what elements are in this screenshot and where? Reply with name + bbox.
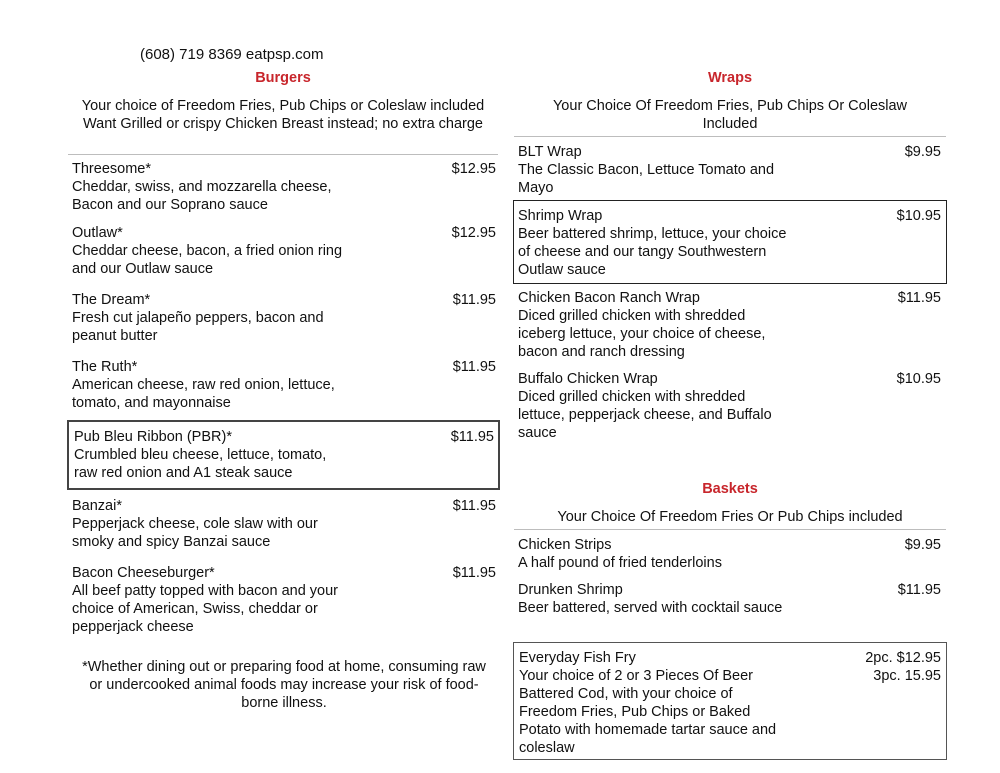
- menu-item-everyday-fish-fry: [519, 649, 941, 757]
- item-price: $9.95: [904, 537, 941, 553]
- item-desc: Diced grilled chicken with shredded: [518, 389, 746, 405]
- item-name: Shrimp Wrap: [518, 208, 603, 224]
- wraps-subtitle-1: Your Choice Of Freedom Fries, Pub Chips Or Coleslaw: [552, 98, 908, 114]
- burgers-divider: [68, 154, 498, 155]
- item-name: Threesome*: [72, 161, 151, 177]
- item-price: $11.95: [450, 429, 494, 445]
- item-name: The Ruth*: [72, 359, 138, 375]
- item-name: Everyday Fish Fry: [519, 650, 636, 666]
- contact-line: (608) 719 8369 eatpsp.com: [140, 46, 324, 63]
- note-line: or undercooked animal foods may increase your risk of food-: [89, 677, 479, 693]
- item-price: $10.95: [896, 371, 941, 387]
- menu-item-banzai: [72, 497, 496, 551]
- item-desc: All beef patty topped with bacon and your: [72, 583, 339, 599]
- wraps-title: Wraps: [707, 70, 753, 86]
- menu-item-threesome: [72, 160, 496, 214]
- item-price: $10.95: [896, 208, 941, 224]
- item-name: Banzai*: [72, 498, 122, 514]
- item-desc: A half pound of fried tenderloins: [518, 555, 722, 571]
- menu-item-the-ruth: [72, 358, 496, 412]
- baskets-title: Baskets: [702, 481, 758, 497]
- item-desc: Fresh cut jalapeño peppers, bacon and: [72, 310, 324, 326]
- item-desc: The Classic Bacon, Lettuce Tomato and: [518, 162, 775, 178]
- wraps-divider: [514, 136, 946, 137]
- item-desc: Your choice of 2 or 3 Pieces Of Beer: [519, 668, 754, 684]
- item-name: Chicken Strips: [518, 537, 612, 553]
- baskets-divider: [514, 529, 946, 530]
- item-desc: choice of American, Swiss, cheddar or: [72, 601, 318, 617]
- menu-item-buffalo-chicken-wrap: [518, 370, 941, 442]
- menu-item-drunken-shrimp: [518, 581, 941, 617]
- menu-item-outlaw: [72, 224, 496, 278]
- item-desc: Beer battered shrimp, lettuce, your choice: [518, 226, 787, 242]
- item-name: Chicken Bacon Ranch Wrap: [518, 290, 700, 306]
- item-name: Bacon Cheeseburger*: [72, 565, 215, 581]
- note-line: *Whether dining out or preparing food at home, consuming raw: [82, 659, 486, 675]
- item-desc: iceberg lettuce, your choice of cheese,: [518, 326, 766, 342]
- item-desc: Bacon and our Soprano sauce: [72, 197, 268, 213]
- item-desc: lettuce, pepperjack cheese, and Buffalo: [518, 407, 772, 423]
- item-desc: peanut butter: [72, 328, 158, 344]
- item-price: $11.95: [897, 290, 941, 306]
- item-price-3pc: 3pc. 15.95: [873, 668, 941, 684]
- item-desc: Outlaw sauce: [518, 262, 606, 278]
- burgers-subtitle-1: Your choice of Freedom Fries, Pub Chips or Coleslaw included: [81, 98, 485, 114]
- menu-item-the-dream: [72, 291, 496, 345]
- baskets-subtitle: Your Choice Of Freedom Fries Or Pub Chips included: [557, 509, 903, 525]
- item-name: Drunken Shrimp: [518, 582, 623, 598]
- burgers-title: Burgers: [255, 70, 311, 86]
- note-line: borne illness.: [241, 695, 327, 711]
- wraps-subtitle-2: Included: [702, 116, 758, 132]
- item-desc: Crumbled bleu cheese, lettuce, tomato,: [74, 447, 327, 463]
- item-desc: Beer battered, served with cocktail sauce: [518, 600, 783, 616]
- item-desc: sauce: [518, 425, 557, 441]
- item-name: Pub Bleu Ribbon (PBR)*: [74, 429, 232, 445]
- item-price: $11.95: [452, 565, 496, 581]
- item-desc: smoky and spicy Banzai sauce: [72, 534, 271, 550]
- menu-item-chicken-strips: [518, 536, 941, 572]
- item-name: The Dream*: [72, 292, 151, 308]
- item-price: $11.95: [452, 292, 496, 308]
- item-desc: bacon and ranch dressing: [518, 344, 685, 360]
- item-desc: pepperjack cheese: [72, 619, 194, 635]
- food-safety-note: [66, 658, 502, 712]
- item-price: $11.95: [452, 498, 496, 514]
- item-desc: and our Outlaw sauce: [72, 261, 214, 277]
- item-desc: Potato with homemade tartar sauce and: [519, 722, 777, 738]
- item-desc: American cheese, raw red onion, lettuce,: [72, 377, 335, 393]
- menu-item-bacon-cheeseburger: [72, 564, 496, 636]
- item-name: BLT Wrap: [518, 144, 582, 160]
- menu-item-shrimp-wrap: [518, 207, 941, 279]
- item-desc: coleslaw: [519, 740, 575, 756]
- item-price: $11.95: [452, 359, 496, 375]
- item-price: $11.95: [897, 582, 941, 598]
- item-price: $12.95: [451, 225, 496, 241]
- item-desc: tomato, and mayonnaise: [72, 395, 231, 411]
- item-desc: Mayo: [518, 180, 554, 196]
- item-price-2pc: 2pc. $12.95: [865, 650, 941, 666]
- item-name: Buffalo Chicken Wrap: [518, 371, 658, 387]
- item-desc: of cheese and our tangy Southwestern: [518, 244, 767, 260]
- item-desc: Freedom Fries, Pub Chips or Baked: [519, 704, 751, 720]
- item-desc: Cheddar cheese, bacon, a fried onion ring: [72, 243, 343, 259]
- menu-item-chicken-bacon-ranch-wrap: [518, 289, 941, 361]
- item-desc: raw red onion and A1 steak sauce: [74, 465, 293, 481]
- menu-item-pbr: [74, 428, 494, 482]
- burgers-subtitle-2: Want Grilled or crispy Chicken Breast instead; no extra charge: [83, 116, 483, 132]
- item-price: $9.95: [904, 144, 941, 160]
- item-price: $12.95: [451, 161, 496, 177]
- item-desc: Battered Cod, with your choice of: [519, 686, 733, 702]
- item-desc: Diced grilled chicken with shredded: [518, 308, 746, 324]
- item-desc: Cheddar, swiss, and mozzarella cheese,: [72, 179, 332, 195]
- item-name: Outlaw*: [72, 225, 123, 241]
- menu-item-blt-wrap: [518, 143, 941, 197]
- item-desc: Pepperjack cheese, cole slaw with our: [72, 516, 318, 532]
